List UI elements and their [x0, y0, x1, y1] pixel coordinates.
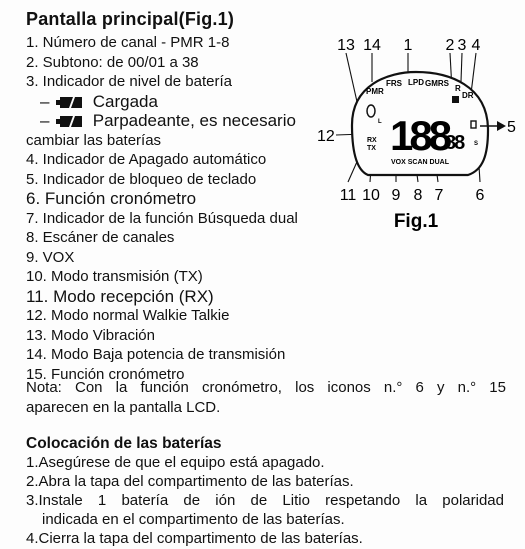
low-power-icon: L	[378, 119, 382, 125]
battery-blink-label: Parpadeante, es necesario	[92, 111, 296, 130]
callout-number: 6	[475, 187, 485, 204]
item-list	[26, 33, 346, 384]
list-item: 9. VOX	[26, 248, 75, 266]
arc-label: R	[455, 84, 461, 93]
arc-label: LPD	[408, 78, 424, 87]
battery-icon	[60, 97, 82, 108]
steps-list	[26, 453, 504, 548]
lcd-diagram	[308, 30, 520, 240]
battery-icon	[60, 116, 82, 127]
arrow-right-icon	[497, 121, 506, 131]
list-item: 15. Función cronómetro	[26, 365, 185, 383]
callout-number: 13	[337, 37, 355, 54]
list-item: 4. Indicador de Apagado automático	[26, 151, 267, 168]
list-item: 8. Escáner de canales	[26, 229, 175, 246]
list-item: 13. Modo Vibración	[26, 326, 155, 344]
dash: –	[40, 111, 50, 130]
battery-indicator-icon	[452, 96, 459, 103]
callout-number: 5	[507, 119, 516, 136]
step-item: indicada en el compartimento de las baterías.	[42, 511, 345, 528]
arc-label: DR	[462, 91, 474, 100]
tx-label: TX	[367, 145, 376, 152]
callout-number: 7	[434, 187, 444, 204]
callout-number: 3	[457, 37, 467, 54]
list-item: cambiar las baterías	[26, 131, 162, 149]
list-item: 6. Función cronómetro	[26, 189, 197, 208]
callout-number: 2	[445, 37, 455, 54]
list-item: 2. Subtono: de 00/01 a 38	[26, 53, 199, 71]
callout-number: 10	[362, 187, 380, 204]
page-title: Pantalla principal(Fig.1)	[26, 9, 235, 29]
list-item: 11. Modo recepción (RX)	[26, 286, 214, 306]
note-paragraph	[26, 378, 506, 417]
arc-label: GMRS	[425, 79, 449, 88]
list-item: 14. Modo Baja potencia de transmisión	[26, 346, 286, 363]
rx-label: RX	[367, 137, 377, 144]
list-item: 12. Modo normal Walkie Talkie	[26, 307, 230, 324]
callout-number: 9	[391, 187, 401, 204]
list-item: 3. Indicador de nivel de batería	[26, 73, 232, 90]
callout-number: 8	[413, 187, 423, 204]
lcd-figure	[308, 30, 520, 240]
dash: –	[40, 91, 50, 111]
callout-number: 4	[471, 37, 481, 54]
vox-scan-dual-labels: VOX SCAN DUAL	[391, 159, 449, 166]
channel-digits: 188	[390, 112, 449, 159]
callout-number: 14	[363, 37, 381, 54]
list-item: 5. Indicador de bloqueo de teclado	[26, 170, 257, 188]
figure-caption: Fig.1	[393, 211, 439, 232]
battery-full-row	[26, 92, 346, 112]
arc-label: FRS	[386, 79, 402, 88]
section-heading: Colocación de las baterías	[26, 435, 222, 452]
arc-label: PMR	[366, 87, 384, 96]
callout-number: 11	[339, 187, 357, 204]
list-item: 10. Modo transmisión (TX)	[26, 268, 203, 285]
step-item: 1.Asegúrese de que el equipo está apagado.	[26, 454, 325, 471]
list-item: 1. Número de canal - PMR 1-8	[26, 34, 230, 51]
step-item: 2.Abra la tapa del compartimento de las baterías.	[26, 473, 354, 490]
list-item: 7. Indicador de la función Búsqueda dual	[26, 209, 298, 227]
note-line: aparecen en la pantalla LCD.	[26, 398, 221, 416]
subtone-digits: 88	[445, 132, 464, 154]
callout-number: 12	[317, 128, 335, 145]
step-item: 4.Cierra la tapa del compartimento de las baterías.	[26, 530, 363, 547]
stopwatch-icon: S	[474, 141, 479, 147]
step-item: 3.Instale 1 batería de ión de Litio respetando la polaridad	[26, 492, 504, 509]
battery-full-label: Cargada	[92, 91, 158, 111]
callout-number: 1	[403, 37, 413, 54]
battery-blink-row	[26, 111, 346, 131]
note-line: Nota: Con la función cronómetro, los iconos n.° 6 y n.° 15	[26, 379, 506, 396]
